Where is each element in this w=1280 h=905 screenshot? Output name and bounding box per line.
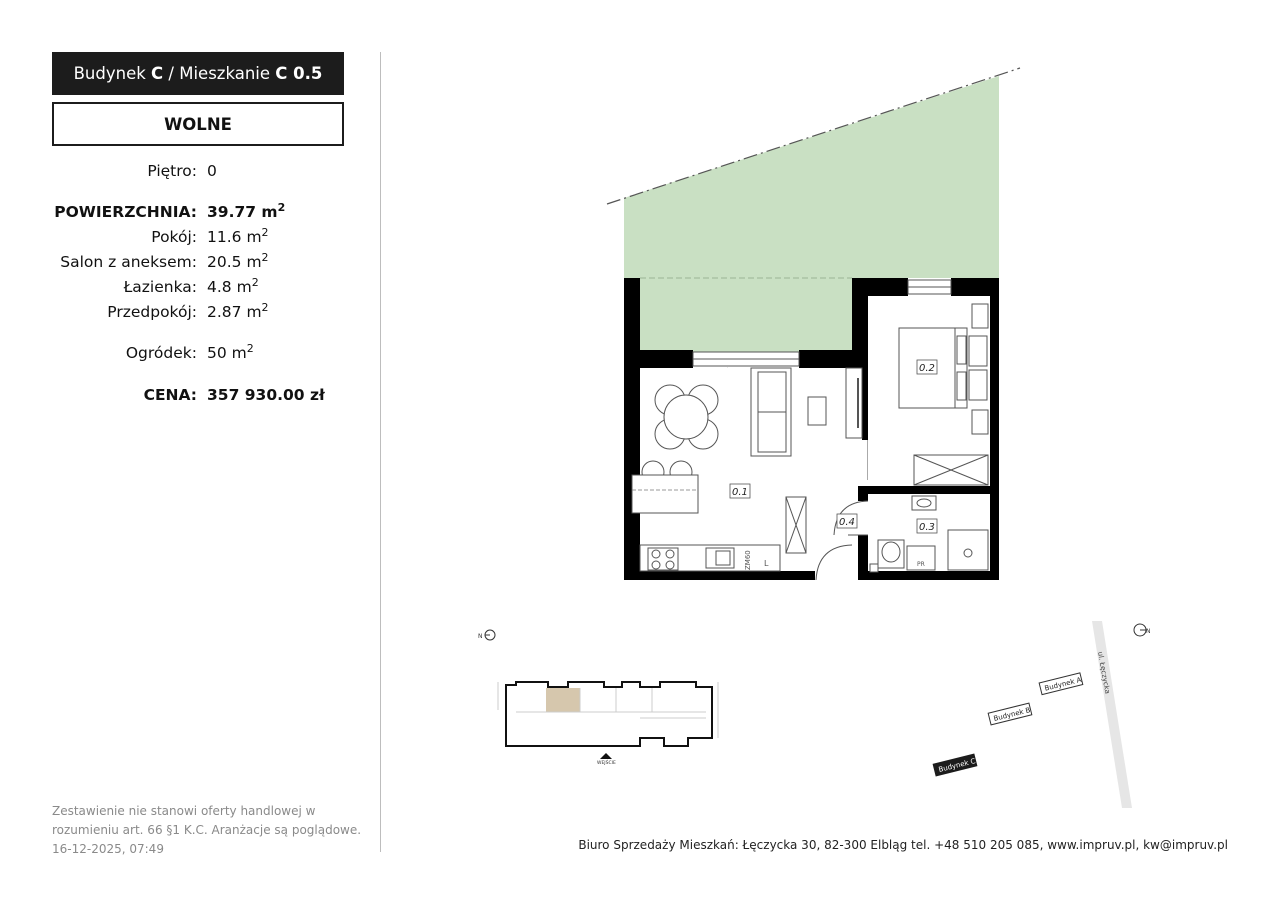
sofa [751,368,791,456]
room-label: Łazienka: [123,278,197,296]
apartment-label: Mieszkanie [179,64,271,83]
sales-office-contact: Biuro Sprzedaży Mieszkań: Łęczycka 30, 82-300 Elbląg tel. +48 510 205 085, www.impruv.pl, kw@impruv.pl [578,838,1228,852]
coffee-table [808,397,826,425]
entrance-label: WEJŚCIE [597,761,616,766]
hall-wardrobe [786,497,806,553]
room-area-exp: 2 [251,275,259,289]
building-outline [506,682,712,746]
kitchen-island [632,475,698,513]
total-area-unit-exp: 2 [277,200,286,214]
building-b-label: Budynek B [992,706,1032,723]
building-c-label: Budynek C [937,757,977,774]
legal-disclaimer: Zestawienie nie stanowi oferty handlowej w rozumieniu art. 66 §1 K.C. Aranżacje są poglądowe. 16-12-2025, 07:49 [52,804,362,856]
building-a-label: Budynek A [1043,675,1083,693]
site-plan [933,621,1150,808]
bedroom-wardrobe [914,455,988,485]
key-plan-north-label: N [478,633,483,640]
kitchen-counter [640,545,780,571]
floor-plan [607,68,1020,580]
building-b-marker [988,703,1032,725]
total-area-label: POWIERZCHNIA: [54,203,197,221]
garden-area: 50 m [207,344,247,362]
room-label-bathroom: 0.3 [919,522,935,533]
entrance-arrow-icon [600,753,612,759]
floor-label: Piętro: [147,162,197,180]
room-label: Przedpokój: [107,303,197,321]
room-label-hallway: 0.4 [839,517,855,528]
room-area: 11.6 m [207,228,262,246]
street-label: ul. Łęczycka [1096,650,1112,695]
tv-cabinet [846,368,862,438]
room-label-living: 0.1 [732,487,748,498]
counter-label: L [764,559,769,568]
room-area-exp: 2 [261,250,269,264]
building-code: C [151,64,164,83]
window-bedroom [908,280,951,294]
total-area-value: 39.77 m [207,203,278,221]
room-area: 2.87 m [207,303,262,321]
street [1092,621,1132,808]
key-plan-north-icon [478,630,495,640]
garden-label: Ogródek: [125,344,197,362]
garden-area-exp: 2 [246,341,254,355]
fridge-label: ZM60 [744,550,752,570]
room-area: 4.8 m [207,278,252,296]
apartment-highlight [546,688,580,712]
room-area: 20.5 m [207,253,262,271]
price-label: CENA: [143,386,197,404]
room-label: Salon z aneksem: [60,253,197,271]
room-label: Pokój: [151,228,197,246]
room-area-exp: 2 [261,225,269,239]
building-a-marker [1039,673,1083,695]
site-north-label: N [1146,628,1151,635]
room-area-exp: 2 [261,300,269,314]
apartment-code: C 0.5 [275,64,323,83]
floor-value: 0 [207,162,217,180]
building-label: Budynek [73,64,146,83]
availability-status: WOLNE [52,102,344,146]
building-c-marker [933,754,977,776]
title-separator: / [168,64,174,83]
room-label-bedroom: 0.2 [919,363,935,374]
washer-label: PR [917,561,925,568]
key-plan [478,630,718,766]
price-value: 357 930.00 zł [207,386,325,404]
site-north-icon [1134,624,1151,636]
